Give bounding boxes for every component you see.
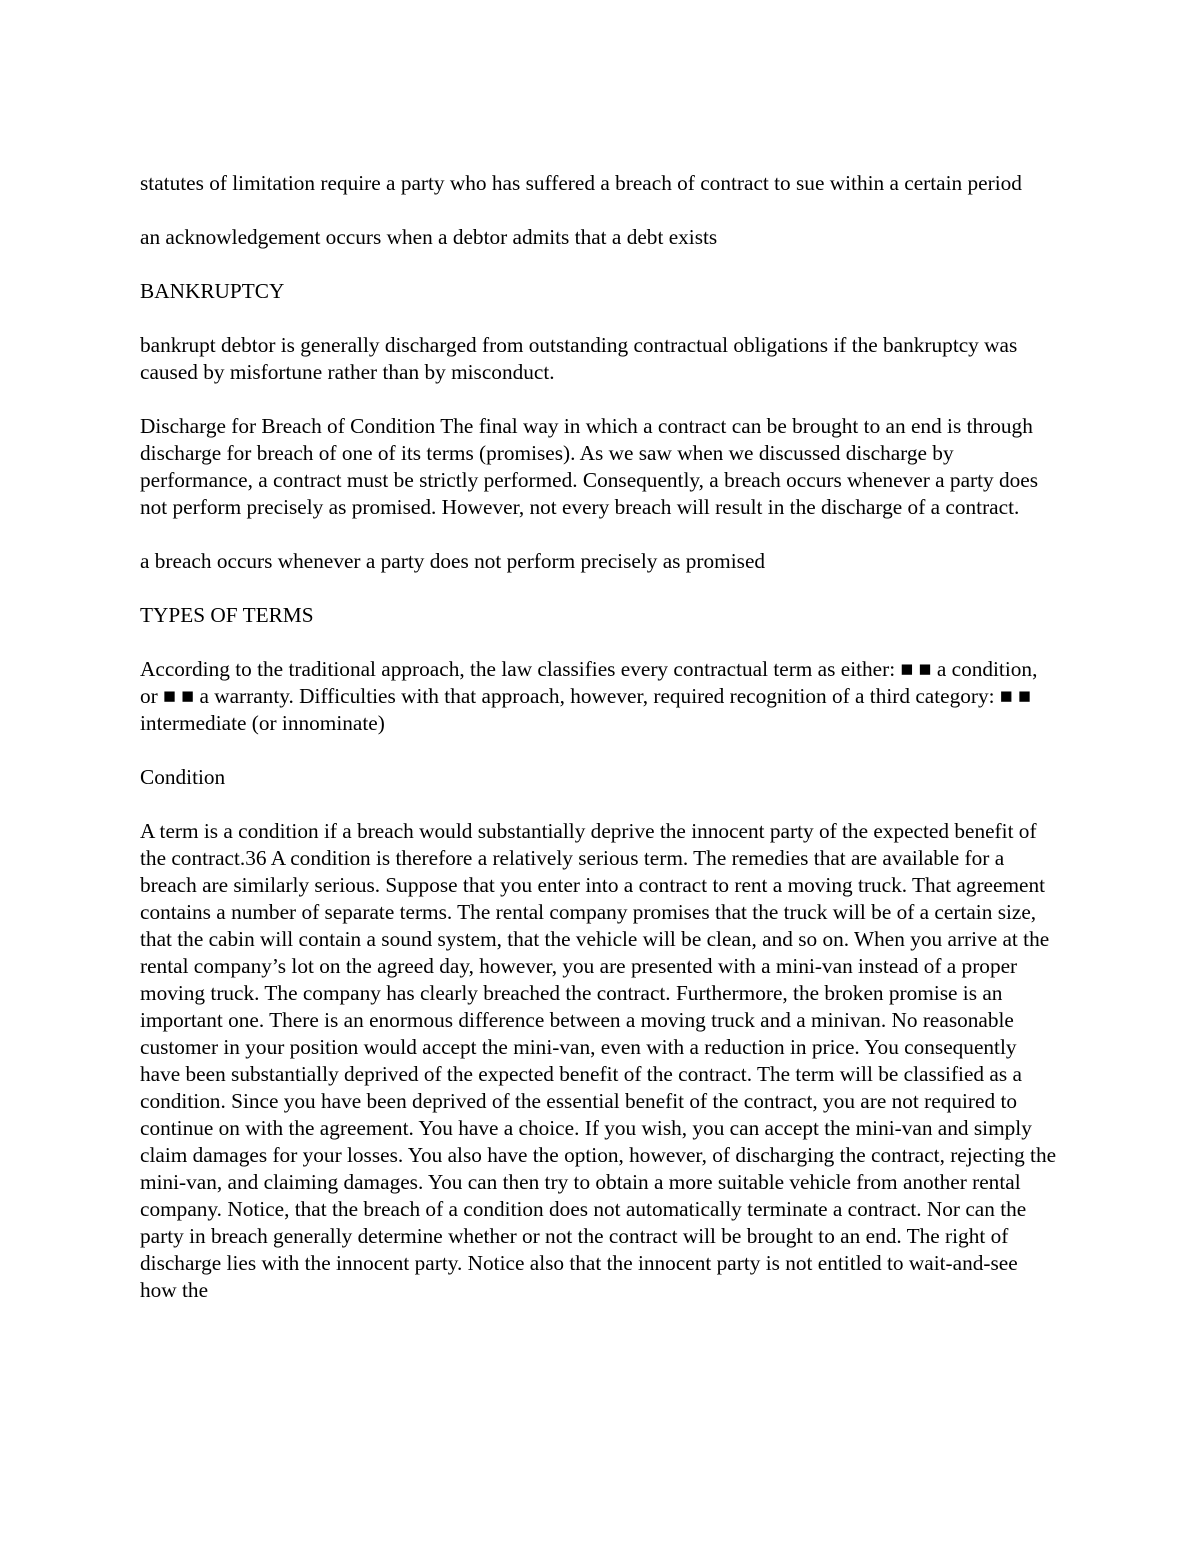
- paragraph-condition-definition: A term is a condition if a breach would substantially deprive the innocent party of the expected benefit of the contract.36 A condition is therefore a relatively serious term. The remedies that are available for a breach are similarly serious. Suppose that you enter into a contract to rent a moving truck. That agreement contains a number of separate terms. The rental company promises that the truck will be of a certain size, that the cabin will contain a sound system, that the vehicle will be clean, and so on. When you arrive at the rental company’s lot on the agreed day, however, you are presented with a mini-van instead of a proper moving truck. The company has clearly breached the contract. Furthermore, the broken promise is an important one. There is an enormous difference between a moving truck and a minivan. No reasonable customer in your position would accept the mini-van, even with a reduction in price. You consequently have been substantially deprived of the expected benefit of the contract. The term will be classified as a condition. Since you have been deprived of the essential benefit of the contract, you are not required to continue on with the agreement. You have a choice. If you wish, you can accept the mini-van and simply claim damages for your losses. You also have the option, however, of discharging the contract, rejecting the mini-van, and claiming damages. You can then try to obtain a more suitable vehicle from another rental company. Notice, that the breach of a condition does not automatically terminate a contract. Nor can the party in breach generally determine whether or not the contract will be brought to an end. The right of discharge lies with the innocent party. Notice also that the innocent party is not entitled to wait-and-see how the: [140, 819, 1057, 1302]
- paragraph-traditional-approach: According to the traditional approach, the law classifies every contractual term as either: ■ ■ a condition, or ■ ■ a warranty. Difficulties with that approach, however, required recognition of a third category: ■ ■ intermediate (or innominate): [140, 657, 1038, 735]
- document-body: [140, 170, 1058, 1331]
- paragraph-discharge-for-breach: Discharge for Breach of Condition The final way in which a contract can be brought to an end is through discharge for breach of one of its terms (promises). As we saw when we discussed discharge by performance, a contract must be strictly performed. Consequently, a breach occurs whenever a party does not perform precisely as promised. However, not every breach will result in the discharge of a contract.: [140, 414, 1039, 519]
- paragraph-bankrupt-debtor: bankrupt debtor is generally discharged from outstanding contractual obligations if the bankruptcy was caused by misfortune rather than by misconduct.: [140, 333, 1018, 384]
- heading-condition: Condition: [140, 765, 226, 789]
- heading-bankruptcy: BANKRUPTCY: [140, 279, 285, 303]
- paragraph-statutes-of-limitation: statutes of limitation require a party who has suffered a breach of contract to sue within a certain period: [140, 171, 1022, 195]
- paragraph-breach-occurs: a breach occurs whenever a party does not perform precisely as promised: [140, 549, 766, 573]
- heading-types-of-terms: TYPES OF TERMS: [140, 603, 314, 627]
- paragraph-acknowledgement: an acknowledgement occurs when a debtor admits that a debt exists: [140, 225, 718, 249]
